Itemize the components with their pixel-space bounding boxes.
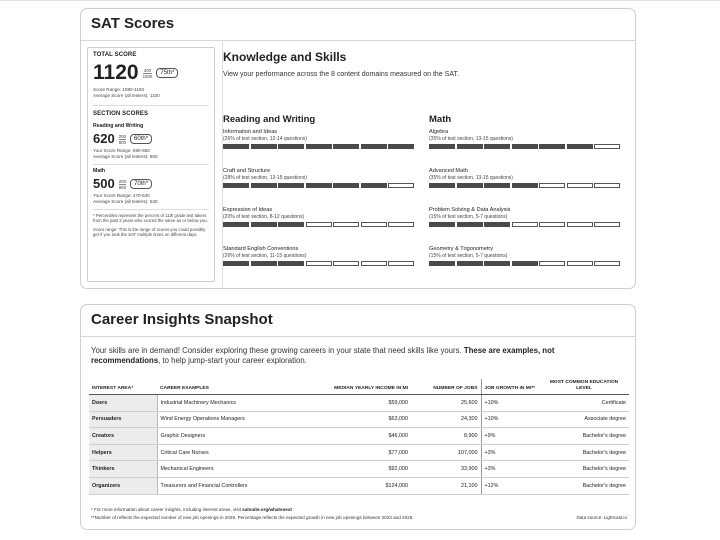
total-score-value: 1120 [93, 61, 139, 84]
bar-segment-filled [223, 261, 249, 266]
header-interest-area: INTEREST AREA* [89, 379, 157, 395]
total-scale-high: 1600 [142, 73, 153, 79]
page-top-rule [0, 0, 720, 1]
skill-performance-bar [429, 183, 625, 188]
total-scale-low: 400 [143, 67, 152, 73]
median-income-cell: $124,000 [289, 477, 411, 494]
skill-desc: (26% of test section, 11-15 questions) [223, 253, 307, 259]
bar-segment-filled [429, 261, 455, 266]
knowledge-skills-panel [222, 41, 635, 288]
median-income-cell: $63,000 [289, 411, 411, 428]
job-growth-cell: +3% [481, 444, 539, 461]
total-score-scale [143, 68, 153, 79]
bar-segment-empty [306, 222, 332, 227]
skill-name: Geometry & Trigonometry [429, 246, 494, 252]
rw-score-scale [119, 134, 126, 145]
career-intro [91, 346, 611, 366]
career-intro-bold: These are examples, not recommendations [91, 346, 555, 365]
section-scores-label: SECTION SCORES [93, 111, 149, 117]
bar-segment-filled [567, 144, 593, 149]
skill-name: Algebra [429, 129, 449, 135]
median-income-cell: $59,000 [289, 395, 411, 412]
rw-score-value: 620 [93, 131, 115, 146]
data-source-note: Data source: Lightcast.io [576, 515, 627, 520]
skill-desc: (35% of test section, 13-15 questions) [429, 136, 513, 142]
job-growth-cell: +10% [481, 395, 539, 412]
interest-area-cell: Creators [89, 428, 157, 445]
sat-body [81, 41, 635, 288]
total-average-score: Average Score (all testers): 1100 [93, 93, 160, 98]
median-income-cell: $46,000 [289, 428, 411, 445]
bar-segment-empty [594, 144, 620, 149]
career-card-header [81, 305, 635, 337]
median-income-cell: $92,000 [289, 461, 411, 478]
skill-desc: (15% of test section, 5-7 questions) [429, 214, 508, 220]
rw-average-score: Average Score (all testers): 600 [93, 154, 158, 159]
education-level-cell: Bachelor's degree [539, 428, 629, 445]
bar-segment-filled [223, 222, 249, 227]
bar-segment-empty [539, 183, 565, 188]
skill-name: Information and Ideas [223, 129, 278, 135]
skill-desc: (35% of test section, 13-15 questions) [429, 175, 513, 181]
bar-segment-filled [278, 144, 304, 149]
bar-segment-filled [484, 222, 510, 227]
score-summary-panel [87, 47, 215, 282]
bar-segment-filled [278, 222, 304, 227]
math-scale-high: 800 [118, 184, 127, 190]
bar-segment-filled [306, 183, 332, 188]
rw-scale-high: 800 [118, 139, 127, 145]
math-score-row [93, 177, 209, 191]
table-row [89, 411, 629, 428]
career-insights-card [80, 304, 636, 530]
section-divider-1 [93, 105, 209, 106]
math-score-range: Your Score Range: 470-530 [93, 193, 150, 198]
skill-name: Standard English Conventions [223, 246, 299, 252]
job-growth-cell: +10% [481, 411, 539, 428]
bar-segment-empty [567, 183, 593, 188]
skill-domain [429, 207, 625, 227]
number-of-jobs-cell: 25,600 [411, 395, 481, 412]
bar-segment-filled [484, 183, 510, 188]
median-income-cell: $77,000 [289, 444, 411, 461]
rw-domain-heading: Reading and Writing [223, 114, 316, 125]
career-intro-start: Your skills are in demand! Consider exploring these growing careers in your state that need skills like yours. [91, 346, 464, 355]
skill-desc: (15% of test section, 5-7 questions) [429, 253, 508, 259]
bar-segment-filled [223, 183, 249, 188]
total-score-label: TOTAL SCORE [93, 52, 137, 58]
math-scale-low: 200 [118, 178, 127, 184]
skill-performance-bar [223, 144, 419, 149]
bar-segment-empty [388, 222, 414, 227]
skill-performance-bar [429, 144, 625, 149]
career-footnote-1 [91, 507, 292, 512]
career-intro-end: , to help jump-start your career exploration. [158, 356, 307, 365]
bar-segment-empty [388, 261, 414, 266]
career-table-header-row [89, 379, 629, 395]
table-row [89, 477, 629, 494]
career-footnote-1-text: * For more information about career insights, including interest areas, visit [91, 507, 243, 512]
bar-segment-filled [251, 144, 277, 149]
number-of-jobs-cell: 8,900 [411, 428, 481, 445]
bar-segment-filled [333, 144, 359, 149]
bar-segment-filled [457, 183, 483, 188]
bar-segment-filled [333, 183, 359, 188]
bar-segment-filled [484, 261, 510, 266]
table-row [89, 428, 629, 445]
math-percentile-badge: 70th* [130, 179, 152, 189]
education-level-cell: Bachelor's degree [539, 444, 629, 461]
career-table [89, 379, 629, 495]
career-example-cell: Graphic Designers [157, 428, 289, 445]
rw-section-label: Reading and Writing [93, 123, 144, 129]
skill-domain [223, 246, 419, 266]
skill-performance-bar [223, 183, 419, 188]
bar-segment-filled [429, 222, 455, 227]
table-row [89, 444, 629, 461]
skill-name: Craft and Structure [223, 168, 271, 174]
math-domain-heading: Math [429, 114, 452, 125]
job-growth-cell: +12% [481, 477, 539, 494]
skill-desc: (28% of test section, 13-15 questions) [223, 175, 307, 181]
interest-area-cell: Thinkers [89, 461, 157, 478]
skill-performance-bar [223, 261, 419, 266]
interest-area-cell: Persuaders [89, 411, 157, 428]
rw-percentile-badge: 60th* [130, 134, 152, 144]
bar-segment-empty [539, 261, 565, 266]
header-career-examples: CAREER EXAMPLES [157, 379, 289, 395]
total-percentile-badge: 75th* [156, 68, 178, 78]
skill-domain [429, 129, 625, 149]
bar-segment-empty [567, 261, 593, 266]
education-level-cell: Associate degree [539, 411, 629, 428]
skill-domain [223, 168, 419, 188]
bar-segment-filled [512, 261, 538, 266]
total-score-range: Score Range: 1080-1160 [93, 87, 144, 92]
skill-desc: (20% of test section, 8-12 questions) [223, 214, 305, 220]
skill-performance-bar [429, 261, 625, 266]
bar-segment-empty [594, 183, 620, 188]
bar-segment-empty [594, 261, 620, 266]
whatsnext-link[interactable]: satsuite.org/whatsnext [242, 507, 292, 512]
career-table-body [89, 395, 629, 495]
bar-segment-empty [333, 222, 359, 227]
skill-name: Problem Solving & Data Analysis [429, 207, 511, 213]
section-divider-2 [93, 164, 209, 165]
table-row [89, 461, 629, 478]
sat-title: SAT Scores [91, 15, 175, 32]
interest-area-cell: Helpers [89, 444, 157, 461]
bar-segment-empty [361, 222, 387, 227]
career-example-cell: Treasurers and Financial Controllers [157, 477, 289, 494]
bar-segment-filled [361, 144, 387, 149]
header-job-growth: JOB GROWTH IN MI** [481, 379, 539, 395]
table-row [89, 395, 629, 412]
bar-segment-filled [251, 261, 277, 266]
bar-segment-filled [306, 144, 332, 149]
bar-segment-filled [484, 144, 510, 149]
bar-segment-filled [539, 144, 565, 149]
bar-segment-filled [223, 144, 249, 149]
skill-performance-bar [223, 222, 419, 227]
career-example-cell: Industrial Machinery Mechanics [157, 395, 289, 412]
bar-segment-empty [361, 261, 387, 266]
bar-segment-filled [429, 144, 455, 149]
job-growth-cell: +3% [481, 461, 539, 478]
math-score-scale [119, 179, 126, 190]
career-example-cell: Critical Care Nurses [157, 444, 289, 461]
career-example-cell: Wind Energy Operations Managers [157, 411, 289, 428]
bar-segment-filled [512, 183, 538, 188]
header-education-level: MOST COMMON EDUCATION LEVEL [539, 379, 629, 395]
bar-segment-filled [278, 183, 304, 188]
sat-scores-card [80, 8, 636, 289]
score-range-footnote: Score range: This is the range of scores you could possibly get if you took the SAT multiple times on different days. [93, 226, 206, 238]
math-average-score: Average Score (all testers): 530 [93, 199, 158, 204]
number-of-jobs-cell: 21,100 [411, 477, 481, 494]
section-divider-3 [93, 209, 209, 210]
skill-performance-bar [429, 222, 625, 227]
skill-domain [429, 246, 625, 266]
knowledge-skills-desc: View your performance across the 8 content domains measured on the SAT. [223, 71, 459, 78]
rw-score-range: Your Score Range: 590-650 [93, 148, 150, 153]
bar-segment-filled [512, 144, 538, 149]
bar-segment-filled [278, 261, 304, 266]
header-number-of-jobs: NUMBER OF JOBS [411, 379, 481, 395]
header-median-income: MEDIAN YEARLY INCOME IN MI [289, 379, 411, 395]
bar-segment-empty [567, 222, 593, 227]
education-level-cell: Bachelor's degree [539, 477, 629, 494]
sat-card-header [81, 9, 635, 41]
bar-segment-empty [539, 222, 565, 227]
bar-segment-empty [306, 261, 332, 266]
skill-domain [429, 168, 625, 188]
bar-segment-filled [457, 261, 483, 266]
interest-area-cell: Doers [89, 395, 157, 412]
bar-segment-empty [388, 183, 414, 188]
math-section-label: Math [93, 168, 106, 174]
career-example-cell: Mechanical Engineers [157, 461, 289, 478]
skill-domain [223, 129, 419, 149]
total-score-row [93, 63, 209, 83]
job-growth-cell: +9% [481, 428, 539, 445]
bar-segment-empty [333, 261, 359, 266]
education-level-cell: Bachelor's degree [539, 461, 629, 478]
bar-segment-filled [251, 222, 277, 227]
bar-segment-filled [251, 183, 277, 188]
rw-scale-low: 200 [118, 133, 127, 139]
number-of-jobs-cell: 33,900 [411, 461, 481, 478]
bar-segment-empty [594, 222, 620, 227]
career-footnote-2: **Number of reflects the expected number of new job openings in 2028. Percentage reflects the expected growth in new job openings between 2023 and 2028. [91, 515, 414, 520]
bar-segment-filled [361, 183, 387, 188]
skill-domain [223, 207, 419, 227]
bar-segment-filled [429, 183, 455, 188]
bar-segment-filled [388, 144, 414, 149]
bar-segment-empty [512, 222, 538, 227]
bar-segment-filled [457, 222, 483, 227]
knowledge-skills-title: Knowledge and Skills [223, 50, 347, 64]
career-title: Career Insights Snapshot [91, 311, 273, 328]
interest-area-cell: Organizers [89, 477, 157, 494]
bar-segment-filled [457, 144, 483, 149]
number-of-jobs-cell: 24,300 [411, 411, 481, 428]
skill-desc: (26% of test section, 12-14 questions) [223, 136, 307, 142]
math-score-value: 500 [93, 176, 115, 191]
skill-name: Expression of Ideas [223, 207, 273, 213]
percentile-footnote: * Percentiles represent the percent of 11th grade test takers from the past 3 years who scored the same as or below you. [93, 213, 208, 224]
number-of-jobs-cell: 107,000 [411, 444, 481, 461]
education-level-cell: Certificate [539, 395, 629, 412]
skill-name: Advanced Math [429, 168, 468, 174]
rw-score-row [93, 132, 209, 146]
